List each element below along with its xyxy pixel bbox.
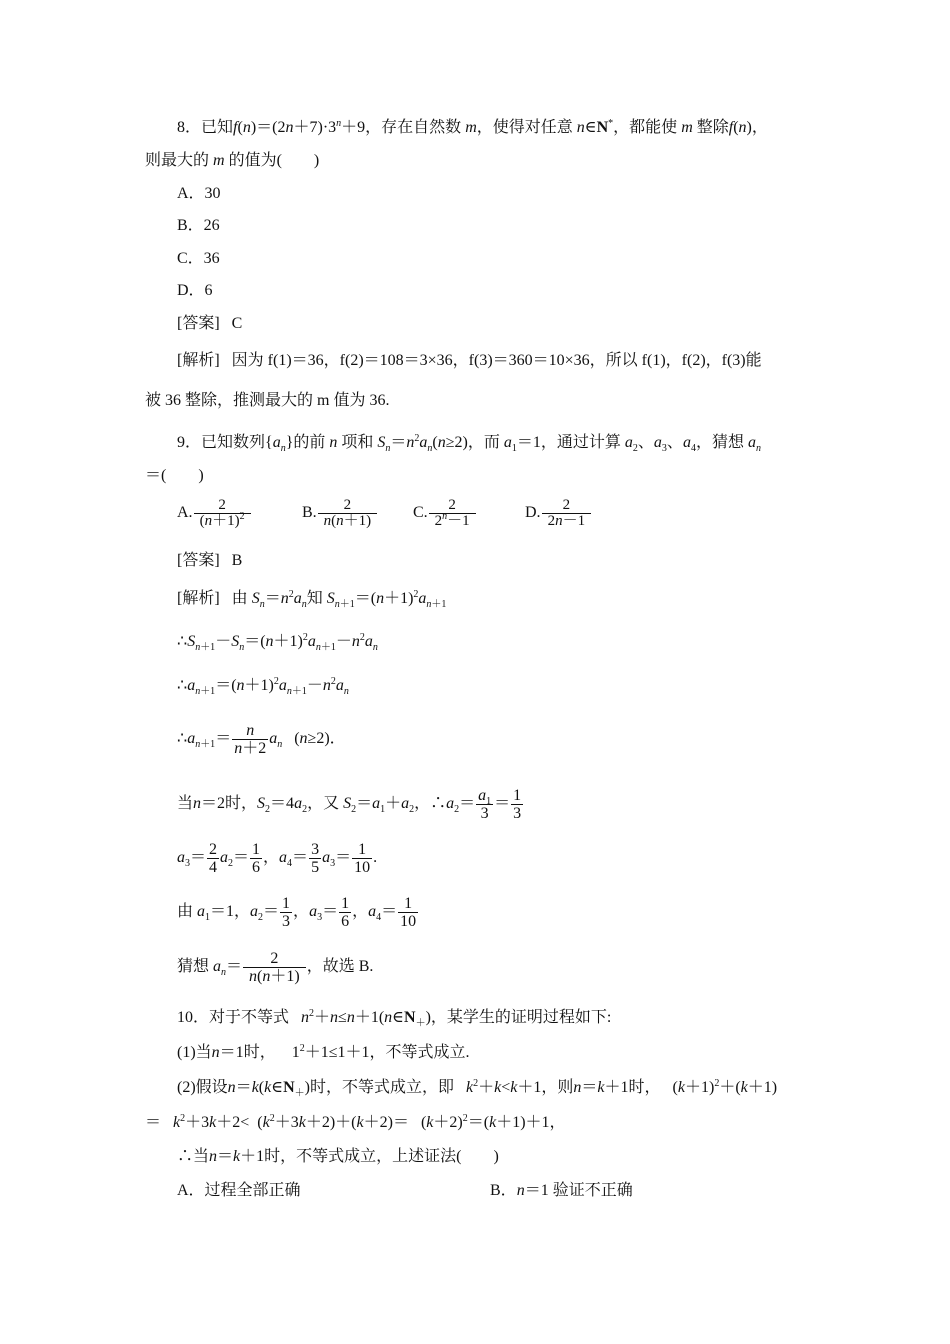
analysis-label: [解析] — [177, 352, 220, 369]
q9-option-b: B. $\frac{2}{n(n+1)}$ — [302, 498, 378, 529]
q9-analysis-line6: $a_3=$ $\frac{2}{4}$ $a_2=$ $\frac{1}{6}$ ，$a_4=$ $\frac{3}{5}$ $a_3=$ $\frac{1}{10}$ . — [177, 841, 378, 876]
q10-stem-line1: 10．对于不等式 $n^2+n\le n+1(n\in N_+)$，某学生的证明过程如下: — [177, 1008, 612, 1029]
q9-analysis-line1: [解析] 由 $S_n=n^2a_n$知 $S_{n+1}=(n+1)^2a_{n+1}$ — [177, 589, 447, 610]
q9-analysis-line8: 猜想 $a_n=$ $\frac{2}{n(n+1)}$ ，故选 B. — [177, 950, 374, 985]
q8-answer — [177, 314, 242, 334]
q10-conclusion: ∴当n＝k＋1时，不等式成立，上述证法( ) — [177, 1148, 499, 1165]
q10-number: 10． — [177, 1009, 210, 1026]
q9-analysis-line3: $\therefore a_{n+1}=(n+1)^2a_{n+1}-n^2a_n$ — [177, 676, 349, 697]
q8-option-d: D．6 — [177, 282, 213, 299]
q8-analysis-line2: 被 36 整除，推测最大的 m 值为 36. — [145, 392, 390, 409]
q8-stem-line1: 8．已知$f(n)=(2n+7)\cdot 3^n+9$，存在自然数 m，使得对任意 n∈N*，都能使 m 整除f(n)， — [177, 118, 768, 136]
q9-answer — [177, 551, 242, 571]
q9-analysis-line2: $\therefore S_{n+1}-S_n=(n+1)^2a_{n+1}-n^2a_n$ — [177, 632, 378, 653]
q9-stem-line2: ＝( ) — [145, 467, 204, 484]
q10-step2-line1: (2)假设$n=k(k\in N_+)$时，不等式成立，即 $k^2+k<k+1$，则n＝k＋1时， $(k+1)^2+(k+1)$ — [177, 1078, 778, 1099]
q10-step2-line2: ＝ $k^2+3k+2< (k^2+3k+2)+(k+2)= (k+2)^2=(k+1)+1$， — [145, 1113, 566, 1131]
q9-option-d: D. $\frac{2}{2n-1}$ — [525, 498, 592, 529]
q8-option-b: B．26 — [177, 217, 220, 234]
answer-value: C — [231, 315, 243, 332]
q9-analysis-line7: 由 $a_1=1$，$a_2=$ $\frac{1}{3}$ ，$a_3=$ $\frac{1}{6}$ ，$a_4=$ $\frac{1}{10}$ — [177, 895, 417, 930]
q9-analysis-line4: $\therefore a_{n+1}=$ $\frac{n}{n+2}$ $a_n$ (n≥2)． — [177, 722, 346, 757]
q8-option-c: C．36 — [177, 250, 220, 267]
q9-number: 9． — [177, 434, 202, 451]
q9-stem-line1: 9．已知数列$\{a_n\}$的前 n 项和 $S_n=n^2a_n(n\ge 2)$，而 $a_1=1$，通过计算 $a_2$、$a_3$、$a_4$，猜想 $a_n$ — [177, 433, 761, 454]
q9-option-a: A. $\frac{2}{(n+1)^2}$ — [177, 498, 252, 529]
q8-analysis-line1: [解析] 因为 f(1)＝36，f(2)＝108＝3×36，f(3)＝360＝10×36，所以 f(1)，f(2)，f(3)能 — [177, 352, 762, 369]
q10-step1: (1)当n＝1时， $1^2+1\le 1+1$，不等式成立. — [177, 1043, 470, 1061]
q8-number: 8． — [177, 119, 202, 136]
answer-value: B — [231, 552, 243, 569]
q9-analysis-line5: 当n＝2时，$S_2=4a_2$，又 $S_2=a_1+a_2$，$\therefore a_2=$ $\frac{a_1}{3}$ ＝ $\frac{1}{3}$ — [177, 787, 522, 822]
q10-option-b: B．n＝1 验证不正确 — [490, 1182, 633, 1199]
answer-label: [答案] — [177, 552, 220, 569]
q9-option-c: C. $\frac{2}{2^n-1}$ — [413, 498, 477, 529]
q8-stem-line2: 则最大的 m 的值为( ) — [145, 152, 320, 169]
analysis-label: [解析] — [177, 590, 220, 607]
q10-option-a: A．过程全部正确 — [177, 1182, 301, 1199]
answer-label: [答案] — [177, 315, 220, 332]
q8-option-a: A．30 — [177, 185, 221, 202]
